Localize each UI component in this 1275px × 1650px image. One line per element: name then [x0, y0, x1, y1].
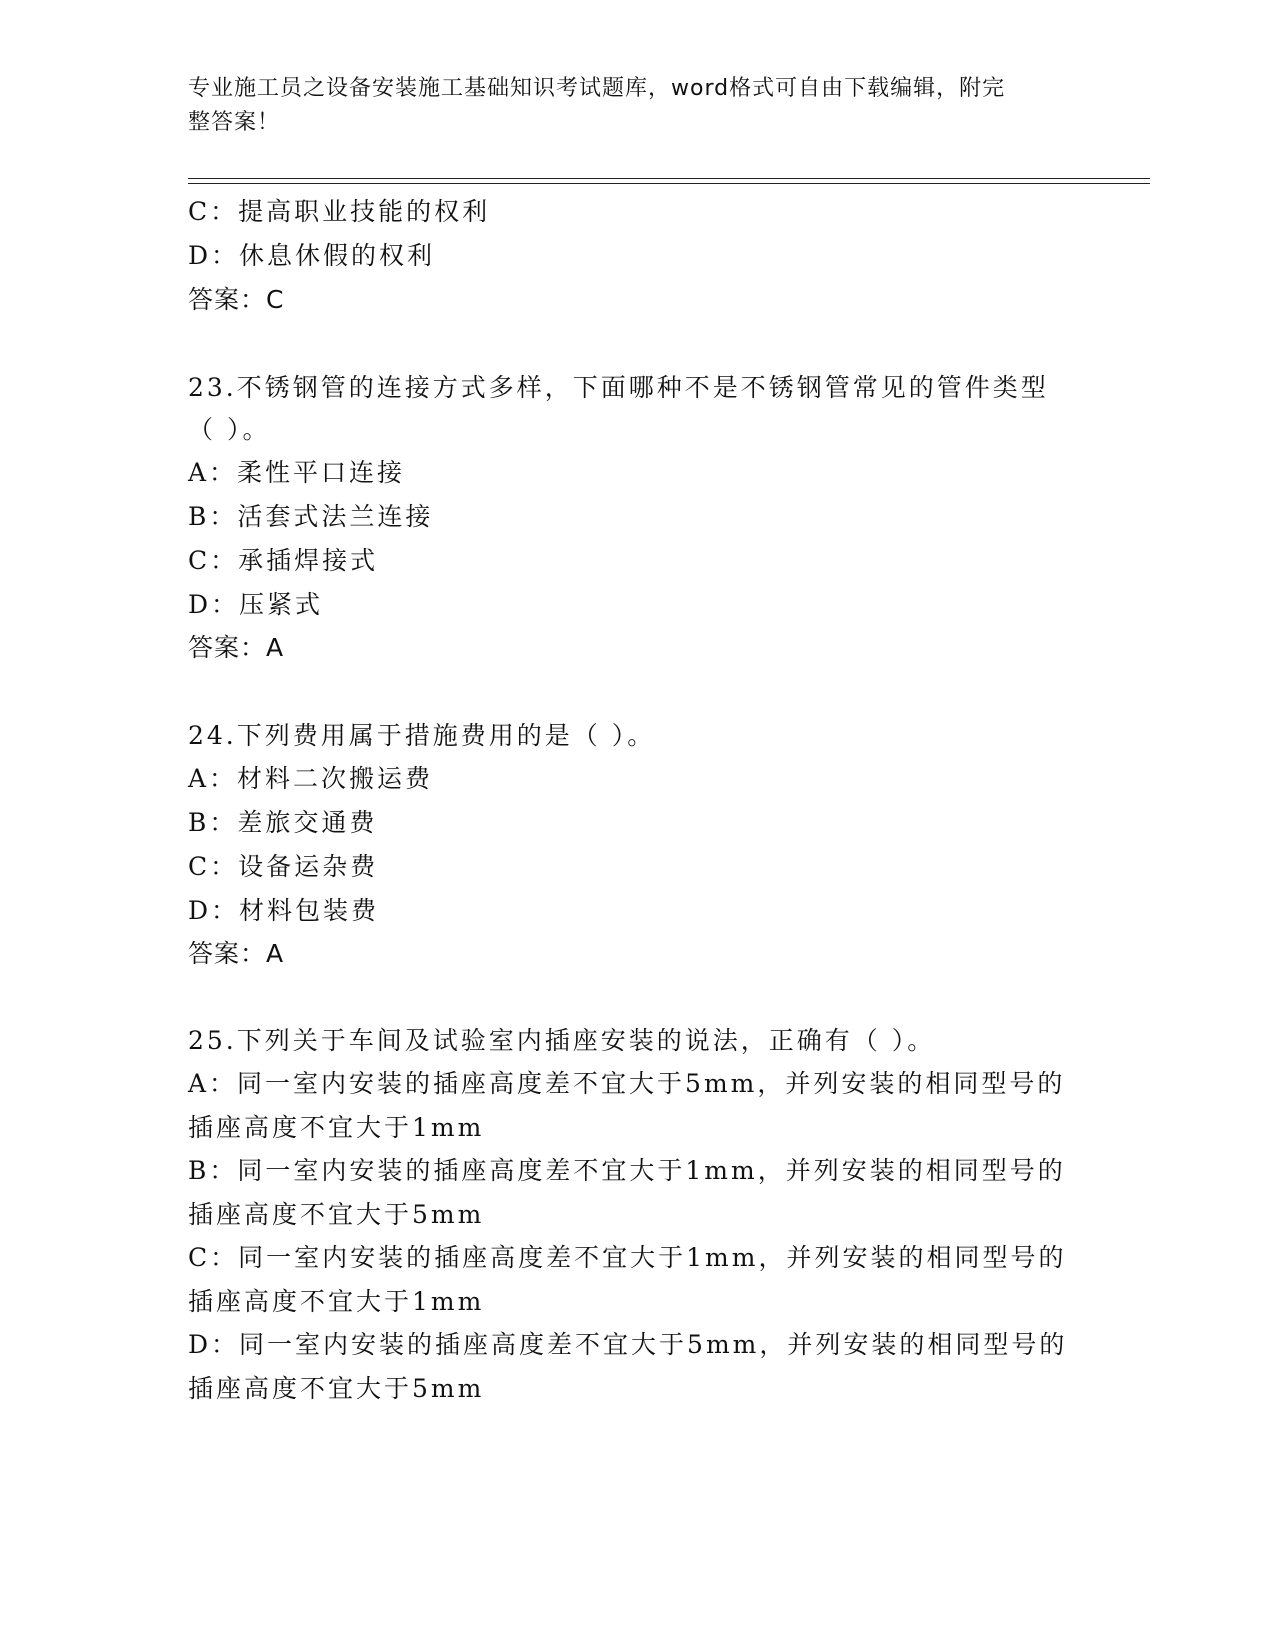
q23-stem-line-2: （ ）。 — [188, 415, 271, 444]
header-divider-bottom — [188, 183, 1150, 184]
header-line-2: 整答案！ — [188, 110, 281, 135]
q23-option-b: B：活套式法兰连接 — [188, 502, 434, 531]
header-divider-top — [188, 178, 1150, 179]
q24-answer: 答案：A — [188, 939, 285, 968]
q25-option-a-line-2: 插座高度不宜大于1mm — [188, 1113, 485, 1142]
document-header — [188, 72, 1068, 140]
q24-option-d: D：材料包装费 — [188, 896, 380, 925]
prev-option-c: C：提高职业技能的权利 — [188, 197, 491, 226]
prev-answer: 答案：C — [188, 285, 285, 314]
q25-option-d-line-1: D：同一室内安装的插座高度差不宜大于5mm，并列安装的相同型号的 — [188, 1330, 1068, 1359]
q23-answer: 答案：A — [188, 633, 285, 662]
q24-option-b: B：差旅交通费 — [188, 808, 378, 837]
q25-option-c-line-2: 插座高度不宜大于1mm — [188, 1287, 485, 1316]
q25-option-b-line-1: B：同一室内安装的插座高度差不宜大于1mm，并列安装的相同型号的 — [188, 1156, 1066, 1185]
q24-stem: 24.下列费用属于措施费用的是（ ）。 — [188, 721, 656, 750]
q23-option-a: A：柔性平口连接 — [188, 458, 406, 487]
header-line-1: 专业施工员之设备安装施工基础知识考试题库，word格式可自由下载编辑，附完 — [188, 76, 1006, 101]
q23-stem-line-1: 23.不锈钢管的连接方式多样，下面哪种不是不锈钢管常见的管件类型 — [188, 373, 1049, 402]
q25-option-c-line-1: C：同一室内安装的插座高度差不宜大于1mm，并列安装的相同型号的 — [188, 1243, 1067, 1272]
q23-option-d: D：压紧式 — [188, 590, 324, 619]
q24-option-c: C：设备运杂费 — [188, 852, 379, 881]
q24-option-a: A：材料二次搬运费 — [188, 764, 434, 793]
q23-option-c: C：承插焊接式 — [188, 546, 379, 575]
q25-option-b-line-2: 插座高度不宜大于5mm — [188, 1200, 485, 1229]
q25-stem: 25.下列关于车间及试验室内插座安装的说法，正确有（ ）。 — [188, 1026, 936, 1055]
q25-option-d-line-2: 插座高度不宜大于5mm — [188, 1374, 485, 1403]
q25-option-a-line-1: A：同一室内安装的插座高度差不宜大于5mm，并列安装的相同型号的 — [188, 1069, 1066, 1098]
prev-option-d: D：休息休假的权利 — [188, 241, 436, 270]
